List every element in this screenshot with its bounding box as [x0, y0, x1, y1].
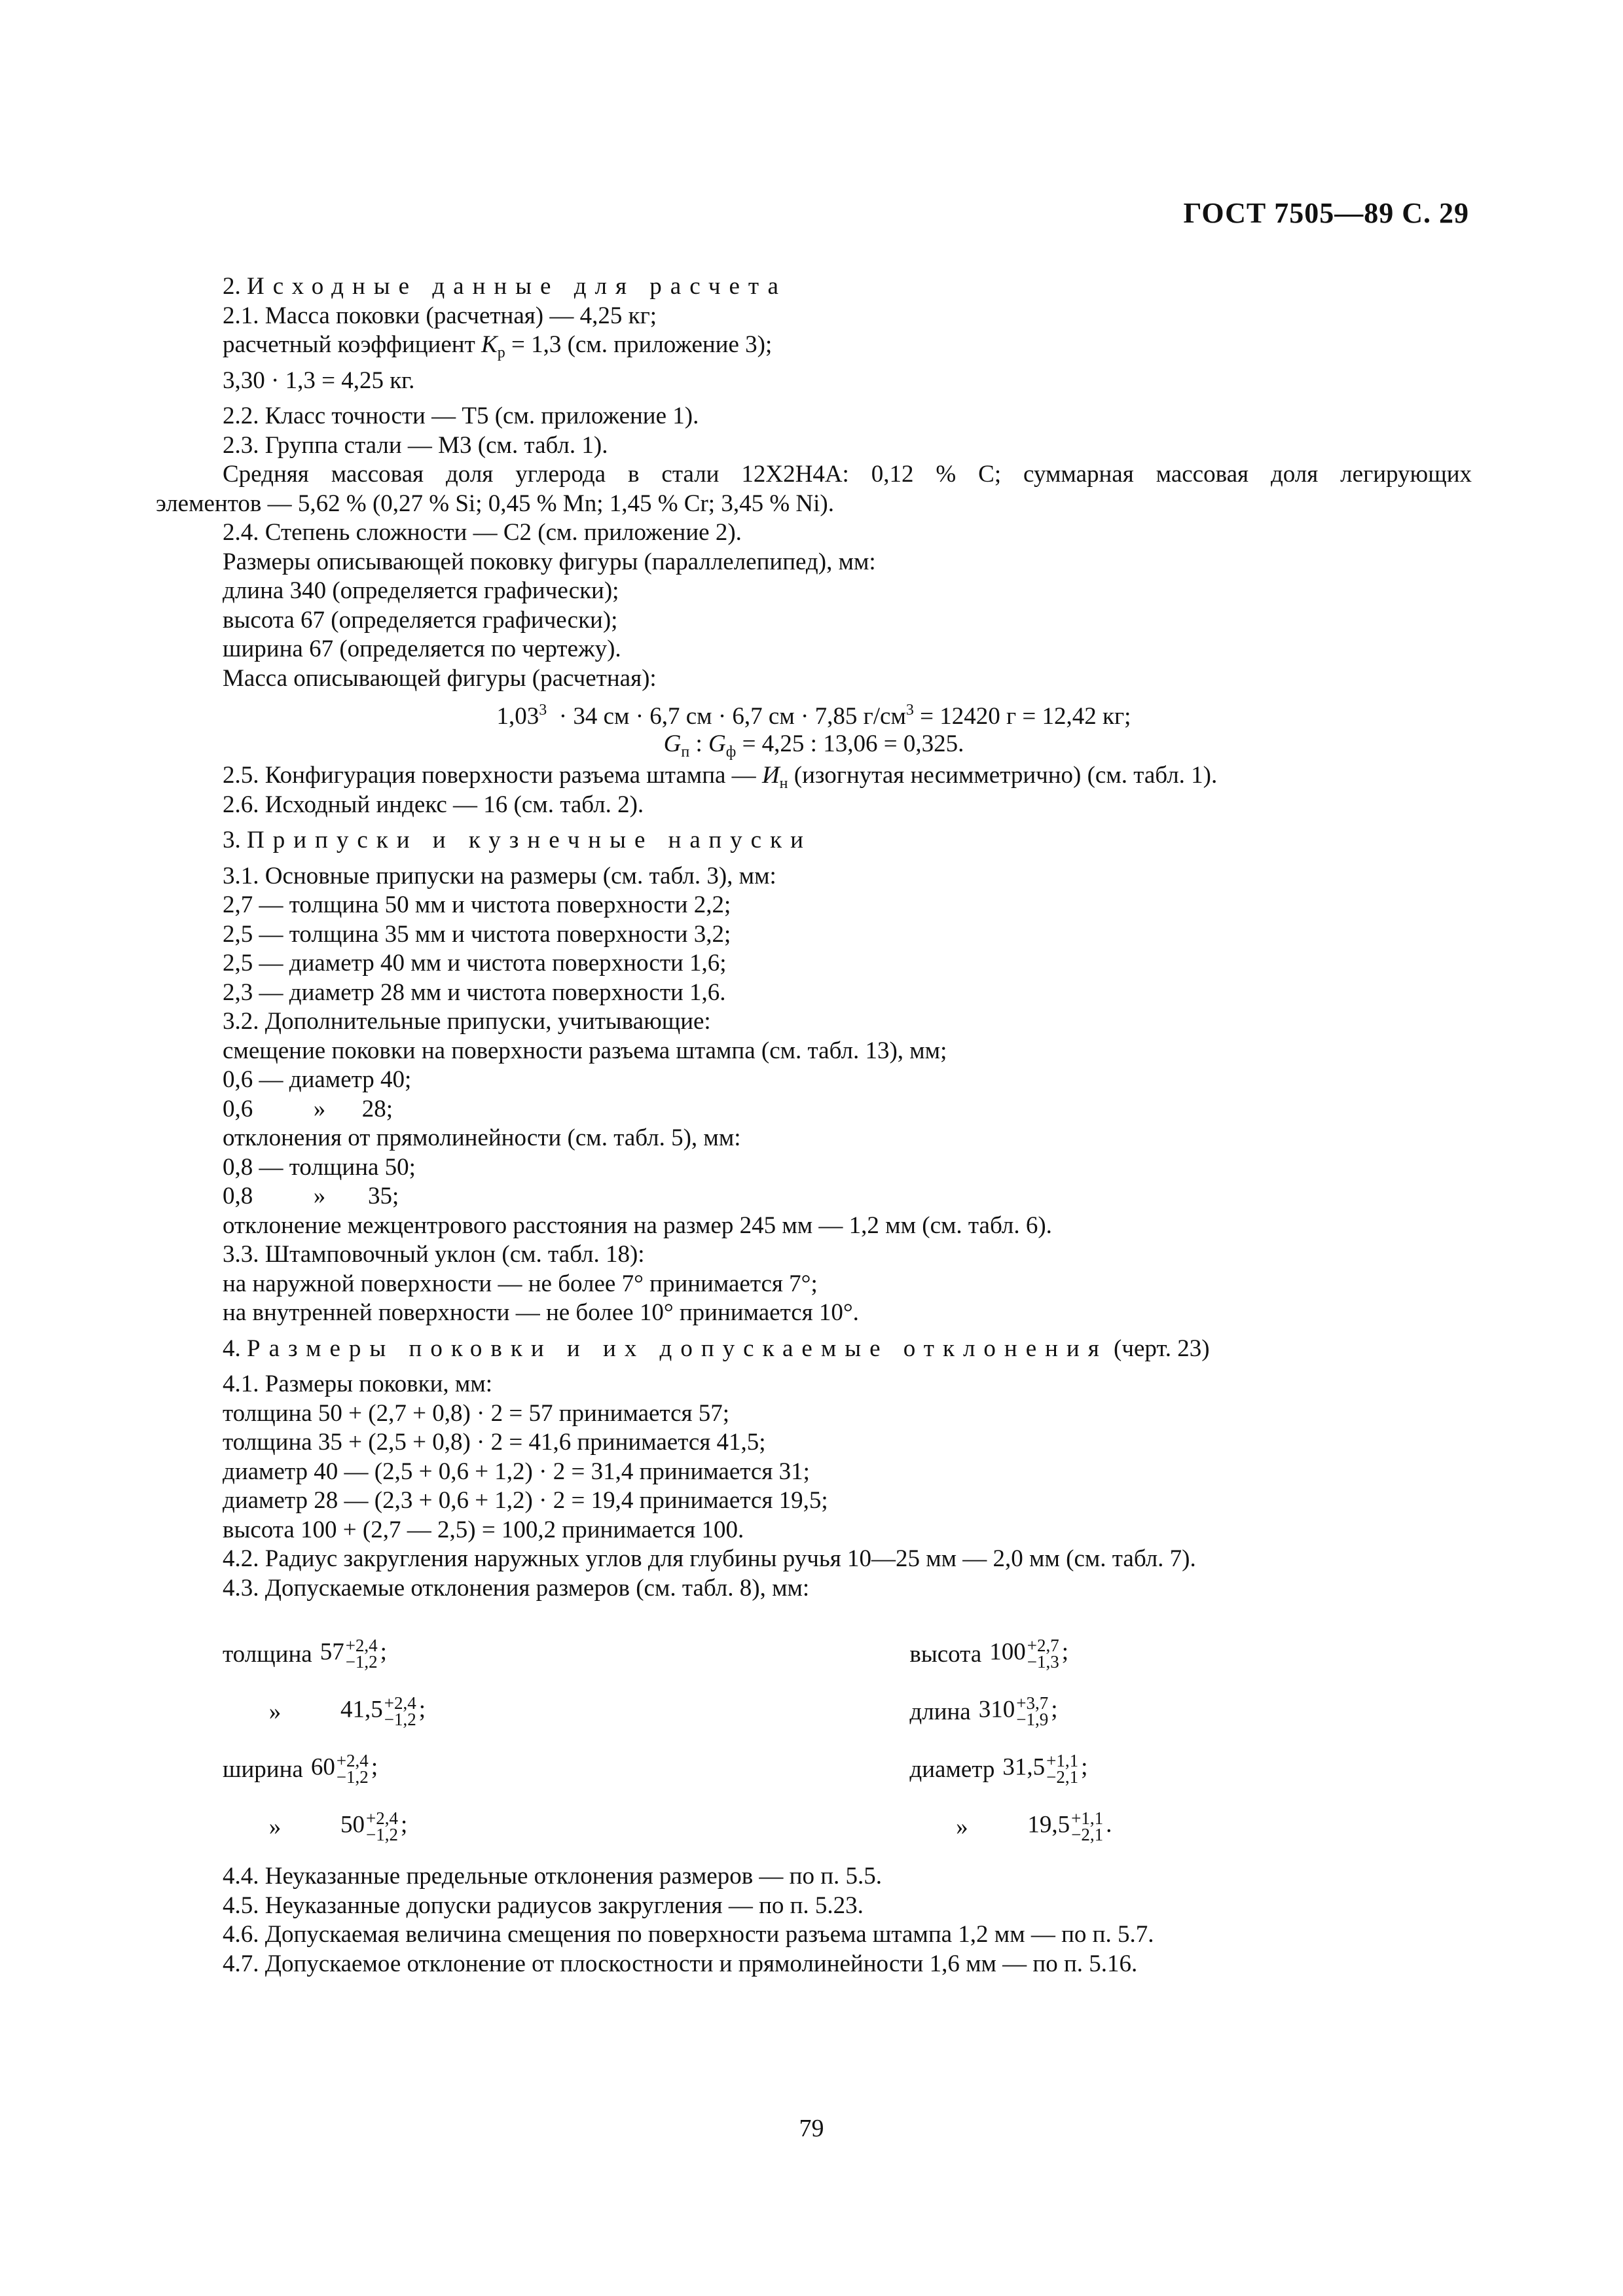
- text-line: 4.2. Радиус закругления наружных углов для глубины ручья 10—25 мм — 2,0 мм (см. табл. 7).: [223, 1545, 1196, 1572]
- tolerance-item: [223, 1683, 909, 1740]
- ditto-mark: »: [268, 1813, 282, 1840]
- upper-deviation: +2,4: [366, 1808, 398, 1828]
- upper-deviation: +1,1: [1046, 1751, 1079, 1770]
- text-line: 4.5. Неуказанные допуски радиусов закругления — по п. 5.23.: [223, 1892, 864, 1919]
- upper-deviation: +2,4: [384, 1693, 416, 1713]
- tolerance-value: [311, 1753, 378, 1785]
- text-line: 2,5 — диаметр 40 мм и чистота поверхности 1,6;: [223, 950, 727, 977]
- text-fragment: (изогнутая несимметрично) (см. табл. 1).: [788, 762, 1218, 789]
- tolerance-limits: [1071, 1810, 1103, 1843]
- tolerance-value: [1002, 1753, 1087, 1785]
- tolerance-value: [340, 1695, 426, 1728]
- tolerance-label: высота: [909, 1640, 982, 1668]
- text-line: толщина 50 + (2,7 + 0,8) · 2 = 57 принимается 57;: [223, 1399, 730, 1427]
- text-line: 4.7. Допускаемое отклонение от плоскостности и прямолинейности 1,6 мм — по п. 5.16.: [223, 1950, 1138, 1977]
- nominal-size: 57: [319, 1638, 344, 1666]
- text-line: 3.1. Основные припуски на размеры (см. табл. 3), мм:: [223, 862, 776, 889]
- text-line: смещение поковки на поверхности разъема штампа (см. табл. 13), мм;: [223, 1037, 947, 1064]
- text-line: 2.6. Исходный индекс — 16 (см. табл. 2).: [223, 791, 644, 818]
- formula-symbol: И: [761, 762, 780, 789]
- tolerance-value: [320, 1638, 387, 1670]
- tolerance-limits: [337, 1753, 369, 1785]
- formula-subscript: п: [681, 744, 690, 761]
- upper-deviation: +2,4: [336, 1751, 369, 1770]
- document-body: [156, 272, 1472, 1979]
- nominal-size: 19,5: [1027, 1811, 1070, 1839]
- text-line: ширина 67 (определяется по чертежу).: [223, 636, 621, 662]
- section-number: 4.: [223, 1335, 247, 1362]
- punctuation: ;: [1061, 1638, 1068, 1666]
- page-number: 79: [799, 2115, 824, 2142]
- tolerance-label: ширина: [223, 1755, 303, 1783]
- text-fragment: = 1,3 (см. приложение 3);: [505, 331, 773, 358]
- nominal-size: 100: [989, 1638, 1026, 1666]
- text-line: 2,7 — толщина 50 мм и чистота поверхности 2,2;: [223, 891, 731, 918]
- formula-subscript: р: [497, 344, 505, 361]
- tolerance-limits: [1046, 1753, 1078, 1785]
- text-line: толщина 35 + (2,5 + 0,8) · 2 = 41,6 принимается 41,5;: [223, 1429, 766, 1456]
- text-fragment: расчетный коэффициент: [223, 331, 482, 358]
- tolerance-value: [989, 1638, 1068, 1670]
- text-line: 2,5 — толщина 35 мм и чистота поверхности 3,2;: [223, 920, 731, 948]
- lower-deviation: −2,1: [1046, 1767, 1079, 1787]
- text-fragment: = 12420 г = 12,42 кг;: [913, 703, 1131, 730]
- tolerance-item: [909, 1740, 1472, 1798]
- section-title: Припуски и кузнечные напуски: [247, 827, 812, 853]
- text-line: 4.4. Неуказанные предельные отклонения размеров — по п. 5.5.: [223, 1863, 883, 1890]
- tolerance-item: [909, 1625, 1472, 1683]
- tolerance-limits: [366, 1810, 398, 1843]
- section-3-heading: [156, 826, 1472, 855]
- text-line: высота 67 (определяется графически);: [223, 606, 618, 634]
- text-line: 2,3 — диаметр 28 мм и чистота поверхности 1,6.: [223, 978, 726, 1006]
- text-line: отклонение межцентрового расстояния на размер 245 мм — 1,2 мм (см. табл. 6).: [223, 1211, 1052, 1239]
- formula-line: [156, 727, 1472, 761]
- lower-deviation: −1,9: [1016, 1710, 1049, 1729]
- section-reference: (черт. 23): [1107, 1335, 1210, 1362]
- lower-deviation: −1,2: [336, 1767, 369, 1787]
- section-4-heading: [156, 1335, 1472, 1364]
- formula-symbol: G: [663, 730, 682, 757]
- tolerance-table: [156, 1625, 1472, 1856]
- text-fragment: 1,03: [496, 703, 539, 730]
- lower-deviation: −1,2: [345, 1652, 378, 1672]
- formula-symbol: K: [481, 331, 498, 358]
- text-line: 3.2. Дополнительные припуски, учитывающие:: [223, 1008, 711, 1035]
- lower-deviation: −2,1: [1071, 1825, 1104, 1844]
- punctuation: ;: [1051, 1696, 1058, 1723]
- punctuation: ;: [418, 1696, 426, 1723]
- text-line: 0,8 — толщина 50;: [223, 1153, 416, 1181]
- text-line: 4.3. Допускаемые отклонения размеров (см. табл. 8), мм:: [223, 1574, 810, 1602]
- text-line: длина 340 (определяется графически);: [223, 577, 619, 604]
- lower-deviation: −1,2: [366, 1825, 398, 1844]
- tolerance-label: диаметр: [909, 1755, 995, 1783]
- text-fragment: = 4,25 : 13,06 = 0,325.: [736, 730, 964, 757]
- ditto-mark: »: [268, 1698, 282, 1725]
- text-line: 0,8 » 35;: [223, 1183, 399, 1210]
- punctuation: ;: [1081, 1753, 1088, 1781]
- formula-superscript: 3: [539, 702, 547, 719]
- formula-symbol: G: [708, 730, 726, 757]
- text-line: элементов — 5,62 % (0,27 % Si; 0,45 % Mn; 1,45 % Cr; 3,45 % Ni).: [156, 490, 834, 517]
- nominal-size: 60: [310, 1753, 335, 1781]
- text-line: 0,6 — диаметр 40;: [223, 1066, 412, 1093]
- text-line: 3.3. Штамповочный уклон (см. табл. 18):: [223, 1241, 645, 1268]
- tolerance-row: [156, 1740, 1472, 1798]
- tolerance-item: [223, 1625, 909, 1683]
- text-line: 2.4. Степень сложности — С2 (см. приложение 2).: [223, 519, 742, 546]
- tolerance-row: [156, 1798, 1472, 1856]
- nominal-size: 50: [340, 1811, 365, 1839]
- section-title: Исходные данные для расчета: [247, 273, 787, 300]
- text-fragment: · 34 см · 6,7 см · 6,7 см · 7,85 г/см: [547, 703, 906, 730]
- text-line: Размеры описывающей поковку фигуры (параллелепипед), мм:: [223, 548, 876, 575]
- text-line: диаметр 28 — (2,3 + 0,6 + 1,2) · 2 = 19,4 принимается 19,5;: [223, 1487, 828, 1514]
- tolerance-row: [156, 1625, 1472, 1683]
- tolerance-item: [223, 1798, 909, 1856]
- punctuation: ;: [380, 1638, 387, 1666]
- formula-superscript: 3: [905, 702, 914, 719]
- tolerance-label: толщина: [223, 1640, 312, 1668]
- text-line: 2.1. Масса поковки (расчетная) — 4,25 кг;: [223, 302, 657, 329]
- text-line: высота 100 + (2,7 — 2,5) = 100,2 принимается 100.: [223, 1516, 744, 1543]
- text-line: Средняя массовая доля углерода в стали 12Х2Н4А: 0,12 % С; суммарная массовая доля легирующих: [223, 461, 1472, 488]
- tolerance-value: [979, 1695, 1058, 1728]
- tolerance-value: [340, 1810, 407, 1843]
- tolerance-limits: [384, 1695, 416, 1728]
- nominal-size: 310: [978, 1696, 1015, 1723]
- section-title: Размеры поковки и их допускаемые отклонения: [247, 1335, 1108, 1362]
- section-number: 2.: [223, 273, 247, 300]
- tolerance-limits: [1027, 1638, 1059, 1670]
- tolerance-limits: [1016, 1695, 1048, 1728]
- punctuation: ;: [400, 1811, 408, 1839]
- tolerance-limits: [346, 1638, 378, 1670]
- text-fragment: :: [689, 730, 709, 757]
- tolerance-row: [156, 1683, 1472, 1740]
- tolerance-item: [223, 1740, 909, 1798]
- tolerance-label: длина: [909, 1698, 971, 1725]
- punctuation: ;: [371, 1753, 378, 1781]
- text-line: [156, 761, 1472, 791]
- tolerance-item: [909, 1683, 1472, 1740]
- formula-line: 3,30 · 1,3 = 4,25 кг.: [223, 367, 415, 394]
- tolerance-item: [909, 1798, 1472, 1856]
- formula-subscript: н: [779, 775, 788, 792]
- upper-deviation: +2,7: [1027, 1636, 1059, 1655]
- tolerance-value: [1027, 1810, 1112, 1843]
- ditto-mark: »: [956, 1813, 968, 1840]
- text-line: 0,6 » 28;: [223, 1095, 393, 1122]
- text-line: 4.6. Допускаемая величина смещения по поверхности разъема штампа 1,2 мм — по п. 5.7.: [223, 1921, 1154, 1948]
- lower-deviation: −1,2: [384, 1710, 416, 1729]
- section-number: 3.: [223, 827, 247, 853]
- punctuation: .: [1106, 1811, 1112, 1839]
- section-2-heading: [156, 272, 1472, 302]
- upper-deviation: +3,7: [1016, 1693, 1049, 1713]
- lower-deviation: −1,3: [1027, 1652, 1059, 1672]
- text-fragment: 2.5. Конфигурация поверхности разъема штампа —: [223, 762, 762, 789]
- text-line: [156, 331, 1472, 360]
- upper-deviation: +2,4: [345, 1636, 378, 1655]
- nominal-size: 31,5: [1002, 1753, 1046, 1781]
- text-line: диаметр 40 — (2,5 + 0,6 + 1,2) · 2 = 31,4 принимается 31;: [223, 1458, 810, 1485]
- text-line: на наружной поверхности — не более 7° принимается 7°;: [223, 1270, 818, 1297]
- formula-subscript: ф: [725, 744, 737, 761]
- text-line: 2.3. Группа стали — М3 (см. табл. 1).: [223, 431, 608, 459]
- upper-deviation: +1,1: [1071, 1808, 1104, 1828]
- text-line: на внутренней поверхности — не более 10° принимается 10°.: [223, 1299, 859, 1326]
- text-line: Масса описывающей фигуры (расчетная):: [223, 664, 657, 692]
- text-line: отклонения от прямолинейности (см. табл. 5), мм:: [223, 1124, 741, 1151]
- nominal-size: 41,5: [340, 1696, 383, 1723]
- formula-line: [156, 693, 1472, 730]
- document-header: ГОСТ 7505—89 С. 29: [1183, 197, 1469, 229]
- text-line: 4.1. Размеры поковки, мм:: [223, 1371, 493, 1397]
- text-line: 2.2. Класс точности — Т5 (см. приложение 1).: [223, 403, 699, 429]
